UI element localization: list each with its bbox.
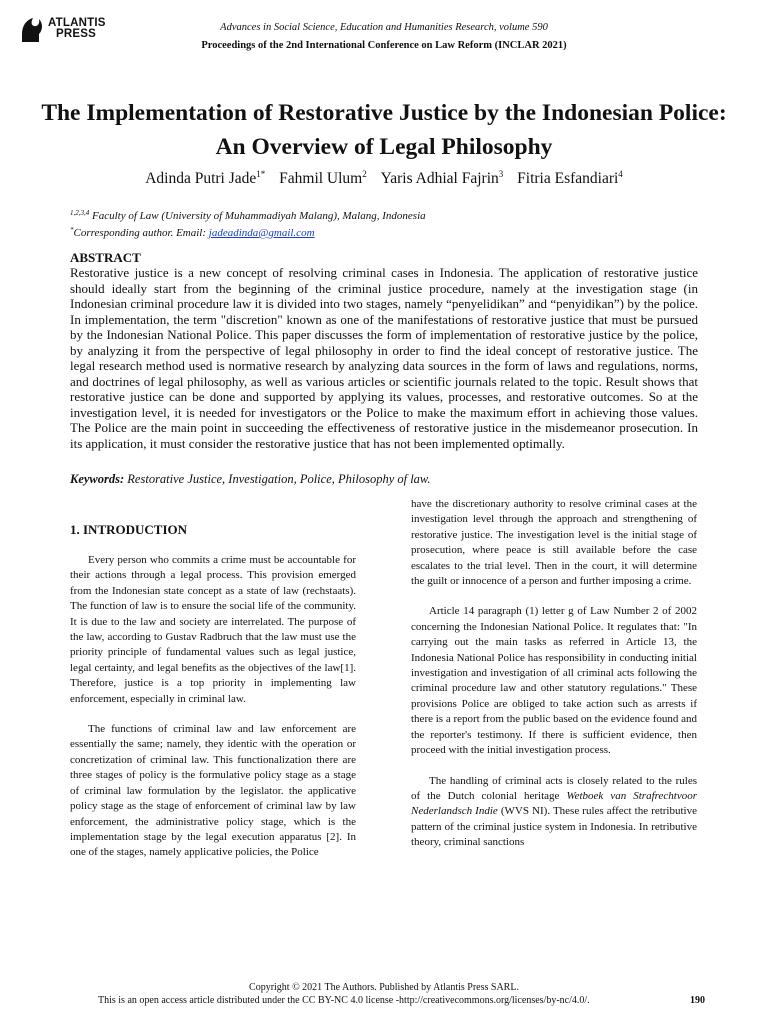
author-affil-sup: 3 (498, 169, 504, 179)
corresponding-author-line (70, 223, 426, 240)
right-column (411, 497, 697, 851)
logo-line2: PRESS (56, 28, 96, 40)
author (381, 170, 504, 187)
paragraph: have the discretionary authority to resolve criminal cases at the investigation level through the approach and strengthening of restorative justice. The investigation level is the initial stage of prosecution, where peace is still available before the case escalates to the trial level. Then in the court, it will determine the guilt or innocence of a person and further imposing a crime. (411, 498, 697, 588)
paragraph-gap (411, 759, 697, 774)
logo-line1: ATLANTIS (48, 17, 106, 29)
author-name: Yaris Adhial Fajrin (380, 170, 499, 187)
keywords-line (70, 472, 430, 487)
affiliation-text: Faculty of Law (University of Muhammadiyah Malang), Malang, Indonesia (92, 210, 426, 222)
author (517, 170, 623, 187)
paragraph-text: The handling of criminal acts is closely related to the rules of the Dutch colonial heritage (411, 774, 697, 802)
corresponding-text: Corresponding author. Email: (73, 227, 209, 239)
author (145, 170, 265, 187)
paragraph: Every person who commits a crime must be accountable for their actions through a legal process. This provision emerged from the Indonesian state concept as a state of law (rechstaats). The function of law is to ensure the social life of the community. It is due to the law and society are interrelated. The purpose of the law, according to Gustav Radbruch that the law must use the priority principle of fundamental values such as legal justice, legal certainty, and legal benefits as the objectives of the law[1]. Therefore, justice is a top priority in implementing law enforcement, especially in criminal law. (70, 554, 356, 705)
paper-title: The Implementation of Restorative Justice by the Indonesian Police: An Overview of Legal Philosophy (41, 100, 727, 160)
paragraph: Article 14 paragraph (1) letter g of Law Number 2 of 2002 concerning the Indonesian National Police. It regulates that: "In carrying out the main tasks as referred in Article 13, the Indonesia National Police has responsibility in conducting initial investigation and investigation of all criminal acts following the criminal procedure law and other statutory regulations." These provisions Police are obliged to take action such as arrests if there is a report from the public based on the evidence found and the reporter's testimony. If there is sufficient evidence, then proceed with the initial investigation process. (411, 605, 697, 757)
author-affil-sup: 2 (362, 169, 367, 179)
author-name: Fitria Esfandiari (517, 170, 619, 187)
corresponding-sup: * (70, 226, 74, 234)
author-name: Fahmil Ulum (279, 170, 363, 187)
abstract-text: Restorative justice is a new concept of resolving criminal cases in Indonesia. The application of restorative justice should ideally start from the beginning of the criminal justice procedure, namely at the investigation stage (in Indonesian criminal procedure law it is divided into two stages, namely “penyelidikan” and “penyidikan”) by the police. In implementation, the term "discretion" known as one of the manifestations of restorative justice that must be pursued by the Indonesian National Police. This paper discusses the form of implementation of restorative justice by the police, by analyzing it from the perspective of legal philosophy in order to find the ideal concept of restorative justice. The legal research method used is normative research by analyzing data sources in the form of laws and regulations, norms, and doctrines of legal philosophy, as well as various articles or scientific journals related to the topic. Result shows that restorative justice can be done and supported by applying its values, processes, and restorative outcomes. So at the investigation level, it is needed for investigators or the Police to make the maximum effort in achieving those values. The Police are the main point in succeeding the effectiveness of restorative justice in the misdemeanor prosecution. In its application, it must consider the restorative justice that has not been implemented optimally. (70, 265, 698, 451)
license-line: This is an open access article distributed under the CC BY-NC 4.0 license -http://creativecommons.org/licenses/by-nc/4.0/. (98, 995, 590, 1006)
email-link[interactable]: jadeadinda@gmail.com (208, 227, 315, 239)
page-number: 190 (690, 995, 705, 1006)
paragraph-text: (WVS NI). These rules affect the retributive pattern of the criminal justice system in Indonesia. In retributive theory, criminal sanctions (411, 805, 697, 849)
affiliation-sup: 1,2,3,4 (70, 209, 90, 217)
copyright-line: Copyright © 2021 The Authors. Published by Atlantis Press SARL. (249, 982, 519, 993)
journal-name: Advances in Social Science, Education and Humanities Research, volume 590 (220, 22, 548, 33)
left-column (70, 522, 356, 861)
paragraph-gap (411, 589, 697, 604)
affiliation-line (70, 206, 426, 223)
paragraph-gap (70, 707, 356, 722)
author-affil-sup: 1* (256, 169, 266, 179)
proceedings-name: Proceedings of the 2nd International Conference on Law Reform (INCLAR 2021) (201, 40, 567, 51)
paragraph (411, 774, 697, 851)
affiliation-block (70, 206, 426, 240)
italic-term: Wetboek van Strafrechtvoor Nederlandsch Indie (411, 789, 697, 818)
keywords-label: Keywords: (70, 472, 125, 486)
author-affil-sup: 4 (618, 169, 623, 179)
section-heading: 1. INTRODUCTION (70, 522, 188, 537)
abstract-heading: ABSTRACT (70, 250, 141, 265)
keywords-text: Restorative Justice, Investigation, Police, Philosophy of law. (127, 472, 431, 486)
paragraph: The functions of criminal law and law enforcement are essentially the same; namely, they identic with the operation or concretization of criminal law. This functionalization there are three stages of policy is the formulative policy stage as a stage of criminal law formulation by the legislator. the applicative policy stage as the stage of enforcement of criminal law by law enforcement, the administrative policy stage, which is the implementation stage by the legal execution apparatus [2]. In one of the stages, namely applicative policies, the Police (70, 723, 356, 859)
author (279, 170, 367, 187)
author-name: Adinda Putri Jade (145, 170, 257, 187)
author-list (0, 169, 768, 188)
